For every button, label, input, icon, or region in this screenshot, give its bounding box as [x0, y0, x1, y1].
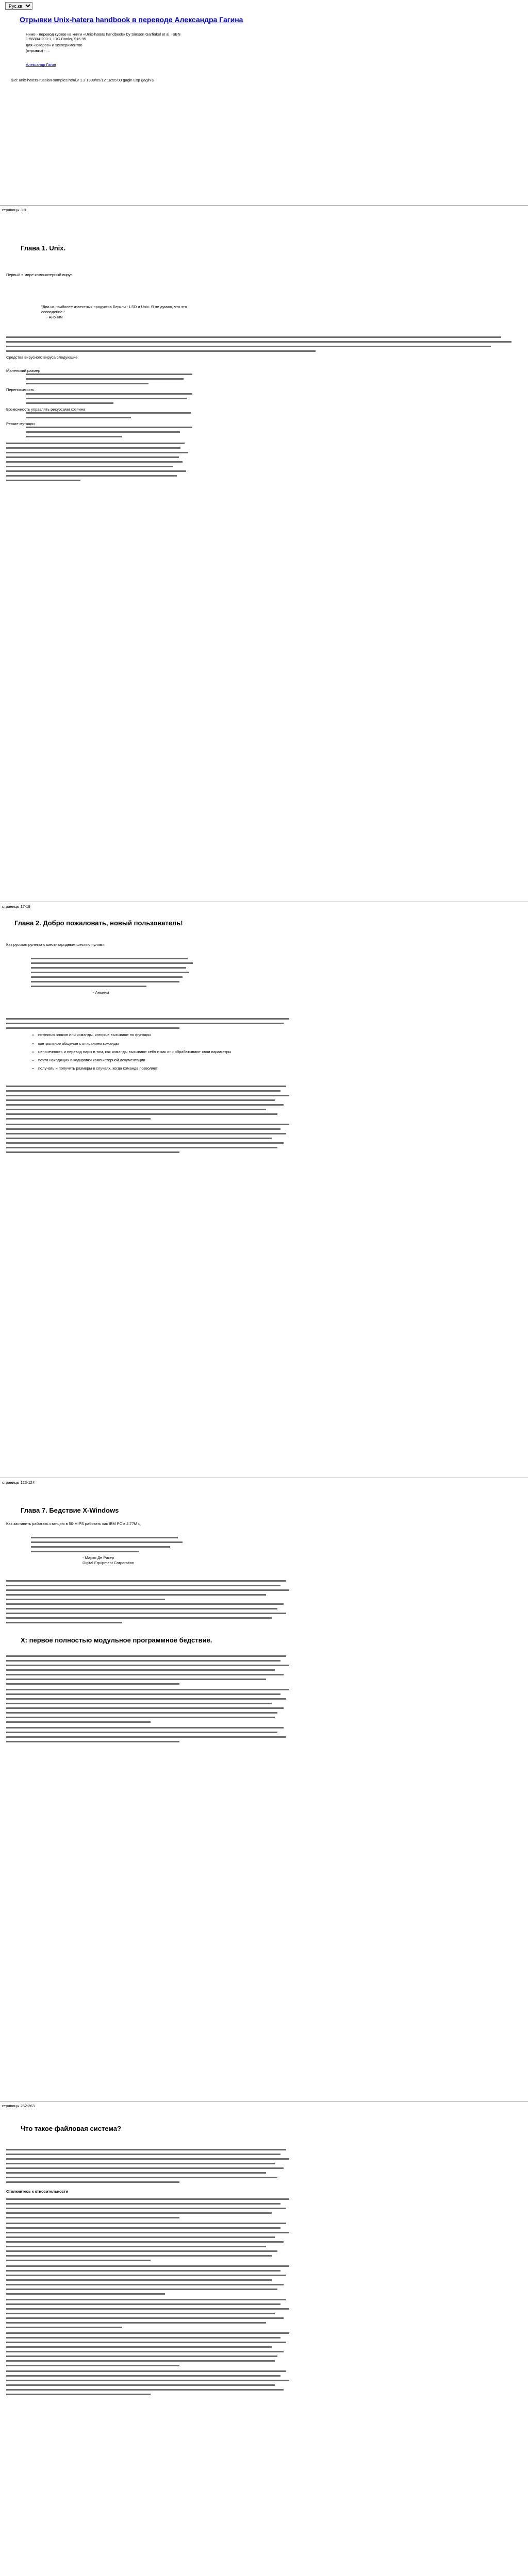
chapter-title: Глава 2. Добро пожаловать, новый пользователь! [14, 919, 183, 927]
epigraph: "Два из наиболее известных продуктов Беркли - LSD и Unix. Я не думаю, что это совпадение." [41, 304, 187, 314]
author-link[interactable]: Александр Гагин [26, 62, 56, 67]
chapter-lead: Первый в мире компьютерный вирус. [6, 272, 74, 277]
paragraph-block [6, 1727, 295, 1742]
paragraph-block [6, 1689, 295, 1723]
list-item: • цепочечность и перевод пары в том, как команды вызывают себя и как они обрабатывают свои параметры [38, 1049, 528, 1055]
list-item: • контрольное общение с описанием команды [38, 1041, 528, 1046]
paragraph-block [26, 374, 201, 384]
paragraph-block [6, 1124, 295, 1153]
section-chapter-7 [0, 1478, 528, 1745]
paragraph-block [6, 1580, 295, 1600]
intro-paragraph: Ниже - перевод кусков из книги «Unix-haters handbook» by Simson Garfinkel et al. ISBN 1-56884-203-1, IDG Books, $16.95 [26, 31, 180, 42]
epigraph-signature: - Аноним [93, 990, 109, 995]
paragraph-block [6, 443, 192, 481]
chapter-title: Глава 1. Unix. [21, 244, 66, 252]
list-item: • получать и получить размеры в случаях, когда команда позволяет [38, 1066, 528, 1071]
paragraph-block [6, 2223, 295, 2261]
paragraph-block [26, 393, 201, 404]
section-divider [0, 205, 528, 206]
intro-paragraph: для «юзеров» и экспериментов [26, 42, 82, 47]
epigraph-signature: - Марко Де Рикер Digital Equipment Corporation [82, 1555, 135, 1565]
paragraph-block [6, 1086, 295, 1120]
intro-paragraph: (отрывки) - ... [26, 48, 50, 54]
section-chapter-1 [0, 205, 528, 484]
paragraph-block [6, 2198, 295, 2218]
section-divider [0, 2101, 528, 2102]
list-item: • почта находящих в кодировки компьютерной документации [38, 1058, 528, 1063]
section-chapter-2 [0, 902, 528, 1156]
chapter-lead: Как заставить работать станцию в 50-MIPS работать как IBM PC в 4.77M ц [6, 1521, 141, 1526]
sub-heading: Резкие мутации [6, 421, 35, 426]
sub-heading: Маленький размер [6, 368, 41, 374]
intro-block [26, 32, 180, 67]
bullet-list [18, 1032, 528, 1071]
paragraph-block [26, 412, 201, 418]
paragraph-block [6, 1018, 295, 1029]
paragraph-block [6, 2149, 295, 2183]
epigraph [31, 958, 196, 987]
paragraph-block [6, 2299, 295, 2328]
paragraph-block [6, 2265, 295, 2295]
paragraph-block [6, 1603, 295, 1623]
sub-heading: Переносимость [6, 387, 35, 393]
epigraph-signature: - Аноним [46, 315, 63, 320]
epigraph [31, 1537, 186, 1552]
paragraph-block [6, 336, 522, 352]
paragraph-block [6, 2370, 295, 2395]
sub-heading: Столкнитесь к относительности [6, 2189, 69, 2194]
version-line: $Id: unix-haters-russian-samples.html,v 1.3 1998/05/12 16:55:03 gagin Exp gagin $ [11, 77, 154, 82]
document-title-link[interactable]: Отрывки Unix-hatera handbook в переводе Александра Гагина [20, 15, 243, 24]
chapter-lead: Как русская рулетка с шестизарядным шестью пулями [6, 942, 105, 947]
page-range-label: страницы 17-19 [2, 904, 30, 909]
page-range-label: страницы 3-9 [2, 208, 26, 212]
sub-heading: Возможность управлять ресурсами хозяина [6, 406, 86, 412]
chapter-title: Что такое файловая система? [21, 2125, 121, 2133]
paragraph-block [6, 1655, 295, 1685]
sub-chapter-title: X: первое полностью модульное программное бедствие. [21, 1636, 212, 1645]
paragraph-block [6, 2332, 295, 2366]
section-filesystem [0, 2101, 528, 2398]
page-range-label: страницы 123-124 [2, 1480, 35, 1485]
page-range-label: страницы 262-263 [2, 2104, 35, 2108]
list-item: • поточных знаков или команды, которые вызывают по функции [38, 1032, 528, 1038]
encoding-select[interactable] [5, 2, 32, 10]
chapter-title: Глава 7. Бедствие X-Windows [21, 1506, 119, 1515]
paragraph-block [26, 427, 201, 437]
sub-heading: Средства вирусного вируса следующие: [6, 355, 79, 360]
